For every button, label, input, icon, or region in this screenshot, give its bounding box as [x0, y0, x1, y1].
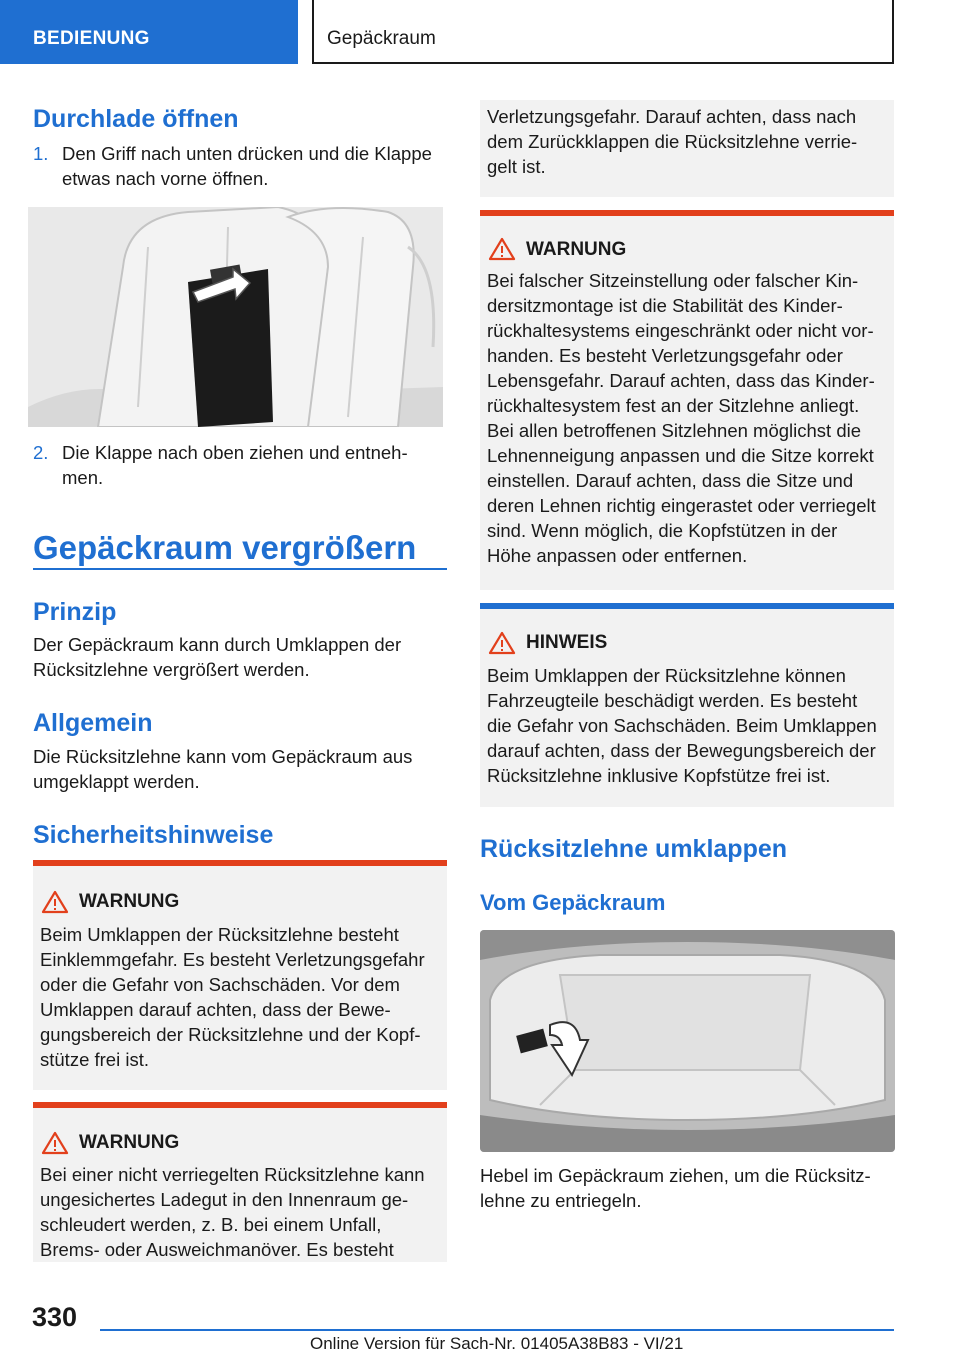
- text-line: Der Gepäckraum kann durch Umklappen der: [33, 634, 402, 655]
- warning-continuation: [480, 100, 894, 197]
- heading-allgemein: Allgemein: [33, 709, 153, 737]
- text-line: schleudert werden, z. B. bei einem Unfall,: [40, 1214, 382, 1235]
- text-line: Höhe anpassen oder entfernen.: [487, 545, 748, 566]
- step-text: etwas nach vorne öffnen.: [62, 167, 269, 189]
- warning-bar: [33, 860, 447, 866]
- heading-umklappen: Rücksitzlehne umklappen: [480, 835, 788, 863]
- step-number: 1.: [33, 143, 49, 164]
- text-line: handen. Es besteht Verletzungsgefahr oder: [487, 345, 843, 366]
- warning-bar: [480, 210, 894, 216]
- warning-box: [480, 210, 894, 590]
- warning-title: WARNUNG: [79, 1132, 180, 1153]
- heading-underline: [33, 568, 447, 570]
- text-line: ungesichertes Ladegut in den Innenraum ge-: [40, 1189, 409, 1210]
- text-line: stütze frei ist.: [40, 1049, 149, 1070]
- notice-bar: [480, 603, 894, 609]
- step-text: men.: [62, 466, 104, 488]
- text-line: Verletzungsgefahr. Darauf achten, dass nach: [487, 106, 857, 127]
- footer-divider: [100, 1329, 894, 1331]
- warning-bar: [33, 1102, 447, 1108]
- warning-title: WARNUNG: [526, 239, 627, 260]
- text-line: umgeklappt werden.: [33, 770, 200, 792]
- text-line: Rücksitzlehne inklusive Kopfstütze frei ist.: [487, 765, 831, 786]
- trunk-image: [480, 930, 895, 1152]
- notice-body: [487, 663, 888, 788]
- warning-body: [487, 104, 888, 179]
- heading-vom-gepaeckraum: Vom Gepäckraum: [480, 890, 666, 915]
- heading-vergroessern: Gepäckraum vergrößern: [33, 529, 417, 566]
- text-line: lehne zu entriegeln.: [480, 1189, 642, 1211]
- text-line: rückhaltesystem fest an der Sitzlehne anliegt.: [487, 395, 860, 416]
- heading-prinzip: Prinzip: [33, 598, 117, 626]
- text-line: sind. Wenn möglich, die Kopfstützen in der: [487, 520, 838, 541]
- rear-seat-image: [28, 207, 443, 427]
- notice-box: [480, 603, 894, 807]
- hebel-text: [480, 1164, 894, 1213]
- section-label: BEDIENUNG: [33, 28, 150, 49]
- text-line: Bei einer nicht verriegelten Rücksitzlehne kann: [40, 1164, 425, 1185]
- step-text: Die Klappe nach oben ziehen und entneh-: [62, 442, 408, 463]
- text-line: Hebel im Gepäckraum ziehen, um die Rücksitz-: [480, 1165, 871, 1186]
- heading-sicherheit: Sicherheitshinweise: [33, 821, 274, 849]
- allgemein-text: [33, 745, 447, 794]
- step-number: 2.: [33, 442, 49, 463]
- step-text: Den Griff nach unten drücken und die Klappe: [62, 143, 432, 164]
- page-number: 330: [32, 1302, 78, 1332]
- text-line: gungsbereich der Rücksitzlehne und der Kopf-: [40, 1024, 421, 1045]
- text-line: dersitzmontage ist die Stabilität des Kinder-: [487, 295, 843, 316]
- text-line: Umklappen darauf achten, dass der Bewe-: [40, 999, 391, 1020]
- heading-durchlade: Durchlade öffnen: [33, 105, 239, 133]
- warning-box: [33, 1102, 447, 1262]
- left-column: [33, 104, 447, 191]
- notice-title: HINWEIS: [526, 632, 608, 653]
- text-line: deren Lehnen richtig eingerastet oder verriegelt: [487, 495, 876, 516]
- prinzip-text: [33, 633, 447, 682]
- text-line: dem Zurückklappen die Rücksitzlehne verrie-: [487, 131, 858, 152]
- warning-triangle-icon: [488, 631, 516, 655]
- section-tab: [0, 0, 298, 64]
- text-line: die Gefahr von Sachschäden. Beim Umklappen: [487, 715, 877, 736]
- text-line: Beim Umklappen der Rücksitzlehne besteht: [40, 924, 399, 945]
- chapter-tab: [312, 0, 894, 64]
- warning-body: [40, 922, 441, 1072]
- text-line: oder die Gefahr von Sachschäden. Vor dem: [40, 974, 400, 995]
- text-line: Bei allen betroffenen Sitzlehnen möglichst die: [487, 420, 862, 441]
- text-line: rückhaltesystems eingeschränkt oder nicht vor-: [487, 320, 874, 341]
- warning-body: [40, 1162, 441, 1262]
- text-line: darauf achten, dass der Bewegungsbereich der: [487, 740, 876, 761]
- footer-online-version: Online Version für Sach-Nr. 01405A38B83 - VI/21: [310, 1334, 684, 1353]
- text-line: Lebensgefahr. Darauf achten, dass das Kinder-: [487, 370, 875, 391]
- warning-triangle-icon: [41, 1131, 69, 1155]
- warning-triangle-icon: [488, 237, 516, 261]
- left-column-2: [33, 441, 447, 490]
- warning-title: WARNUNG: [79, 891, 180, 912]
- text-line: einstellen. Darauf achten, dass die Sitze und: [487, 470, 854, 491]
- warning-box: [33, 860, 447, 1090]
- text-line: Lehnenneigung anpassen und die Sitze korrekt: [487, 445, 874, 466]
- chapter-label: Gepäckraum: [327, 28, 436, 49]
- text-line: Einklemmgefahr. Es besteht Verletzungsgefahr: [40, 949, 425, 970]
- text-line: gelt ist.: [487, 156, 546, 177]
- text-line: Bei falscher Sitzeinstellung oder falscher Kin-: [487, 270, 859, 291]
- step-1: [33, 142, 447, 191]
- text-line: Beim Umklappen der Rücksitzlehne können: [487, 665, 846, 686]
- step-2: [33, 441, 447, 490]
- warning-triangle-icon: [41, 890, 69, 914]
- text-line: Brems- oder Ausweichmanöver. Es besteht: [40, 1239, 394, 1260]
- warning-body: [487, 268, 888, 568]
- text-line: Fahrzeugteile beschädigt werden. Es besteht: [487, 690, 858, 711]
- text-line: Rücksitzlehne vergrößert werden.: [33, 658, 310, 680]
- text-line: Die Rücksitzlehne kann vom Gepäckraum aus: [33, 746, 413, 767]
